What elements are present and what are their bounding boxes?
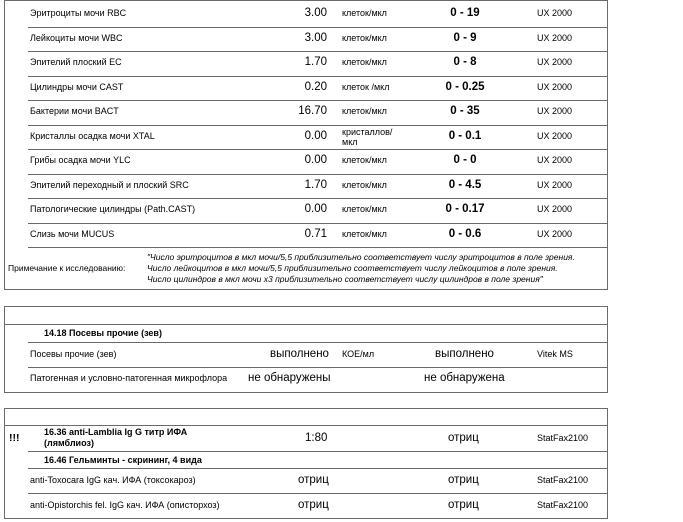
urine-test-device: UX 2000 xyxy=(537,106,573,117)
urine-test-unit: клеток/мкл xyxy=(342,179,387,190)
row-divider xyxy=(28,493,608,494)
urine-test-name: Эпителий плоский EC xyxy=(30,57,122,68)
culture-test-unit: КОЕ/мл xyxy=(342,349,375,359)
urine-test-device: UX 2000 xyxy=(537,8,573,19)
urine-test-value: 0.00 xyxy=(304,154,327,167)
toxocara-test-name: anti-Toxocara IgG кач. ИФА (токсокароз) xyxy=(30,475,196,485)
table-border-bottom xyxy=(4,289,608,290)
urine-test-name: Эритроциты мочи RBC xyxy=(30,8,127,19)
urine-test-range: 0 - 19 xyxy=(450,7,480,20)
culture-section-title: 14.18 Посевы прочие (зев) xyxy=(44,328,162,338)
urine-test-unit: клеток/мкл xyxy=(342,155,387,166)
note-label: Примечание к исследованию: xyxy=(8,263,126,273)
table-border-bottom xyxy=(4,518,608,519)
row-divider xyxy=(28,51,608,52)
urine-test-range: 0 - 0.1 xyxy=(448,129,482,142)
microflora-test-ref: не обнаружена xyxy=(424,372,505,384)
urine-test-device: UX 2000 xyxy=(537,179,573,190)
table-border-top xyxy=(4,0,608,1)
urine-test-name: Цилиндры мочи CAST xyxy=(30,81,124,92)
note-line-3: Число цилиндров в мкл мочи х3 приблизительно соответствует числу цилиндров в поле зрения" xyxy=(147,274,543,284)
table-border-right xyxy=(607,0,608,289)
row-divider xyxy=(28,100,608,101)
row-divider xyxy=(28,223,608,224)
row-divider xyxy=(28,149,608,150)
urine-test-name: Эпителий переходный и плоский SRC xyxy=(30,179,189,190)
urine-test-value: 1.70 xyxy=(304,56,327,69)
row-divider xyxy=(28,468,608,469)
urine-test-unit: клеток/мкл xyxy=(342,57,387,68)
urine-test-range: 0 - 4.5 xyxy=(448,178,482,191)
urine-test-device: UX 2000 xyxy=(537,204,573,215)
urine-test-value: 0.00 xyxy=(304,129,327,142)
urine-test-device: UX 2000 xyxy=(537,57,573,68)
row-divider xyxy=(4,324,608,325)
toxocara-value: отриц xyxy=(298,474,329,486)
urine-test-name: Бактерии мочи BACT xyxy=(30,106,119,117)
urine-test-name: Грибы осадка мочи YLC xyxy=(30,155,131,166)
urine-test-unit: клеток/мкл xyxy=(342,106,387,117)
microflora-test-result: не обнаружены xyxy=(248,372,331,384)
urine-test-range: 0 - 0.6 xyxy=(448,227,482,240)
urine-test-unit: клеток /мкл xyxy=(342,81,390,92)
lamblia-title: 16.36 anti-Lamblia Ig G титр ИФА xyxy=(44,427,188,437)
lamblia-ref: отриц xyxy=(448,432,479,444)
row-divider xyxy=(28,198,608,199)
opistorchis-test-name: anti-Opistorchis fel. IgG кач. ИФА (описторхоз) xyxy=(30,500,220,510)
table-border-left xyxy=(4,0,5,289)
table-border-left xyxy=(4,306,5,393)
row-divider xyxy=(4,425,608,426)
culture-test-ref: выполнено xyxy=(435,348,494,360)
opistorchis-ref: отриц xyxy=(448,499,479,511)
table-border-bottom xyxy=(4,392,608,393)
row-divider xyxy=(28,27,608,28)
helminth-title: 16.46 Гельминты - скрининг, 4 вида xyxy=(44,455,202,465)
urine-test-name: Слизь мочи MUCUS xyxy=(30,228,115,239)
urine-test-range: 0 - 35 xyxy=(450,105,480,118)
abnormal-flag: !!! xyxy=(9,432,20,444)
urine-test-value: 0.71 xyxy=(304,227,327,240)
urine-test-device: UX 2000 xyxy=(537,155,573,166)
urine-test-unit: клеток/мкл xyxy=(342,228,387,239)
urine-test-unit: клеток/мкл xyxy=(342,204,387,215)
toxocara-device: StatFax2100 xyxy=(537,475,589,485)
urine-test-range: 0 - 0 xyxy=(453,154,477,167)
urine-test-value: 3.00 xyxy=(304,31,327,44)
urine-test-range: 0 - 8 xyxy=(453,56,477,69)
urine-test-value: 3.00 xyxy=(304,7,327,20)
toxocara-ref: отриц xyxy=(448,474,479,486)
lamblia-device: StatFax2100 xyxy=(537,433,589,443)
note-line-1: "Число эритроцитов в мкл мочи/5,5 приблизительно соответствует числу эритроцитов в поле зрения. xyxy=(147,252,575,262)
urine-test-device: UX 2000 xyxy=(537,32,573,43)
culture-test-device: Vitek MS xyxy=(537,349,573,359)
microflora-test-name: Патогенная и условно-патогенная микрофлора xyxy=(30,373,228,383)
urine-test-name: Кристаллы осадка мочи XTAL xyxy=(30,130,155,141)
note-line-2: Число лейкоцитов в мкл мочи/5,5 приблизительно соответствует числу лейкоцитов в поле зрения. xyxy=(147,263,558,273)
row-divider xyxy=(28,125,608,126)
urine-test-unit: кристаллов/ мкл xyxy=(342,126,393,147)
urine-test-device: UX 2000 xyxy=(537,130,573,141)
culture-test-name: Посевы прочие (зев) xyxy=(30,349,117,359)
urine-test-device: UX 2000 xyxy=(537,81,573,92)
urine-test-range: 0 - 0.17 xyxy=(445,203,485,216)
urine-test-value: 0.00 xyxy=(304,203,327,216)
urine-test-name: Патологические цилиндры (Path.CAST) xyxy=(30,204,196,215)
urine-test-device: UX 2000 xyxy=(537,228,573,239)
urine-test-value: 0.20 xyxy=(304,80,327,93)
table-border-right xyxy=(607,306,608,393)
row-divider xyxy=(28,367,608,368)
urine-test-range: 0 - 0.25 xyxy=(445,80,485,93)
row-divider xyxy=(28,451,608,452)
urine-test-value: 16.70 xyxy=(298,105,327,118)
row-divider xyxy=(28,76,608,77)
urine-test-range: 0 - 9 xyxy=(453,31,477,44)
table-border-top xyxy=(4,408,608,409)
lamblia-value: 1:80 xyxy=(305,432,328,444)
culture-test-result: выполнено xyxy=(270,348,329,360)
opistorchis-value: отриц xyxy=(298,499,329,511)
row-divider xyxy=(28,247,608,248)
row-divider xyxy=(28,342,608,343)
lamblia-title-cont: (лямблиоз) xyxy=(44,438,94,448)
opistorchis-device: StatFax2100 xyxy=(537,500,589,510)
urine-test-unit: клеток/мкл xyxy=(342,8,387,19)
urine-test-name: Лейкоциты мочи WBC xyxy=(30,32,123,43)
urine-test-value: 1.70 xyxy=(304,178,327,191)
row-divider xyxy=(28,174,608,175)
table-border-top xyxy=(4,306,608,307)
urine-test-unit: клеток/мкл xyxy=(342,32,387,43)
